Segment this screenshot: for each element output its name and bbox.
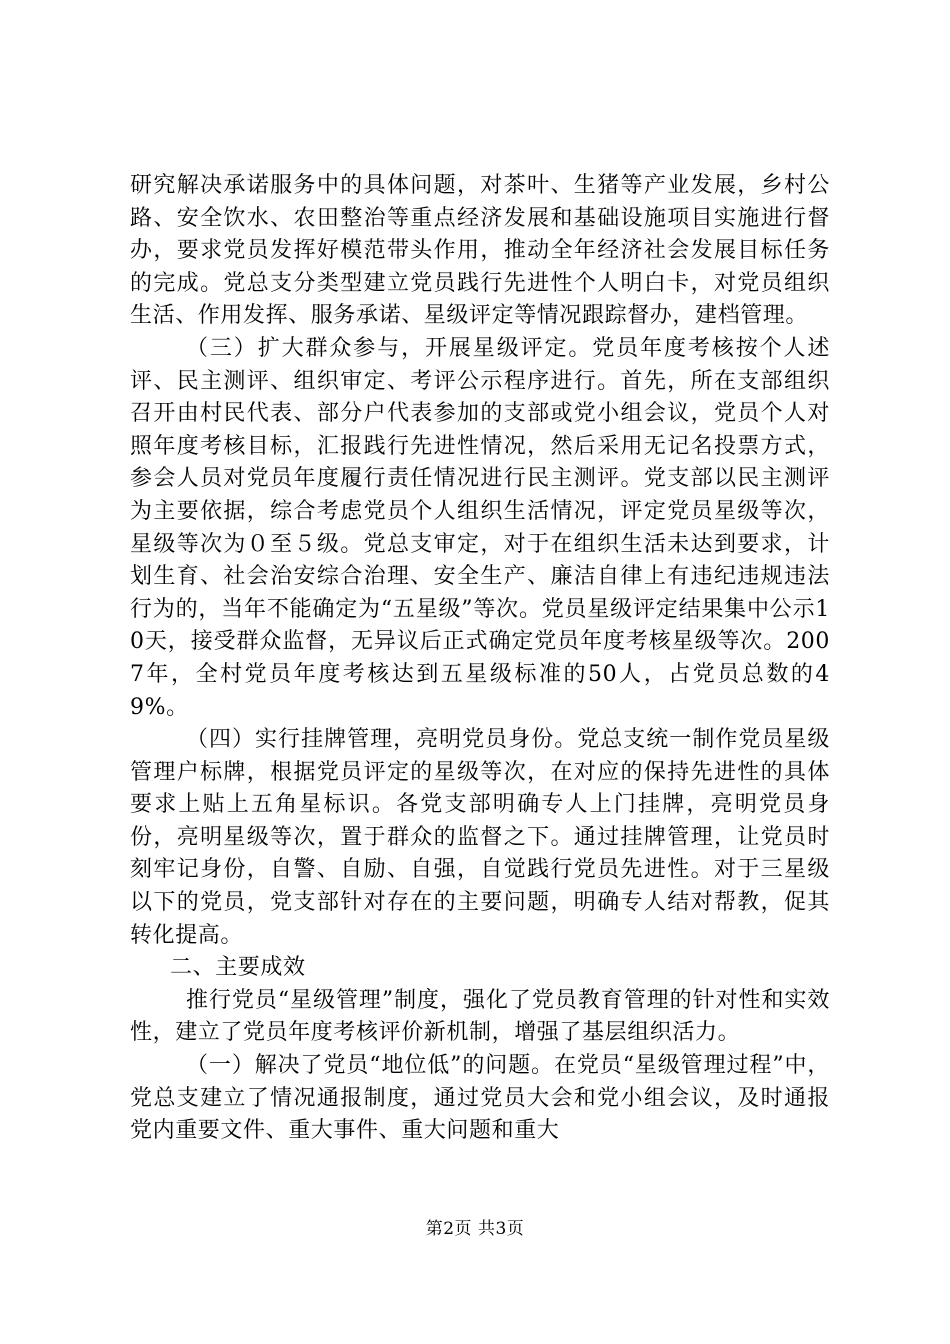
paragraph-results-one: （一）解决了党员“地位低”的问题。在党员“星级管理过程”中，党总支建立了情况通报制度，通过党员大会和党小组会议，及时通报党内重要文件、重大事件、重大问题和重大: [130, 1053, 830, 1144]
heading-main-results: 二、主要成效: [170, 955, 306, 981]
page-number: 第2页 共3页: [425, 1219, 525, 1239]
paragraph-continued: 研究解决承诺服务中的具体问题，对茶叶、生猪等产业发展，乡村公路、安全饮水、农田整治等重点经济发展和基础设施项目实施进行督办，要求党员发挥好模范带头作用，推动全年经济社会发展目标任务的完成。党总支分类型建立党员践行先进性个人明白卡，对党员组织生活、作用发挥、服务承诺、星级评定等情况跟踪督办，建档管理。: [130, 173, 830, 329]
paragraph-section-three: （三）扩大群众参与，开展星级评定。党员年度考核按个人述评、民主测评、组织审定、考评公示程序进行。首先，所在支部组织召开由村民代表、部分户代表参加的支部或党小组会议，党员个人对照年度考核目标，汇报践行先进性情况，然后采用无记名投票方式，参会人员对党员年度履行责任情况进行民主测评。党支部以民主测评为主要依据，综合考虑党员个人组织生活情况，评定党员星级等次，星级等次为０至５级。党总支审定，对于在组织生活未达到要求，计划生育、社会治安综合治理、安全生产、廉洁自律上有违纪违规违法行为的，当年不能确定为“五星级”等次。党员星级评定结果集中公示10天，接受群众监督，无异议后正式确定党员年度考核星级等次。2007年，全村党员年度考核达到五星级标准的50人，占党员总数的49%。: [130, 335, 830, 720]
paragraph-results-intro: 推行党员“星级管理”制度，强化了党员教育管理的针对性和实效性，建立了党员年度考核评价新机制，增强了基层组织活力。: [130, 987, 830, 1046]
paragraph-section-four: （四）实行挂牌管理，亮明党员身份。党总支统一制作党员星级管理户标牌，根据党员评定的星级等次，在对应的保持先进性的具体要求上贴上五角星标识。各党支部明确专人上门挂牌，亮明党员身份，亮明星级等次，置于群众的监督之下。通过挂牌管理，让党员时刻牢记身份，自警、自励、自强，自觉践行党员先进性。对于三星级以下的党员，党支部针对存在的主要问题，明确专人结对帮教，促其转化提高。: [130, 727, 830, 948]
document-body: [130, 170, 830, 1148]
